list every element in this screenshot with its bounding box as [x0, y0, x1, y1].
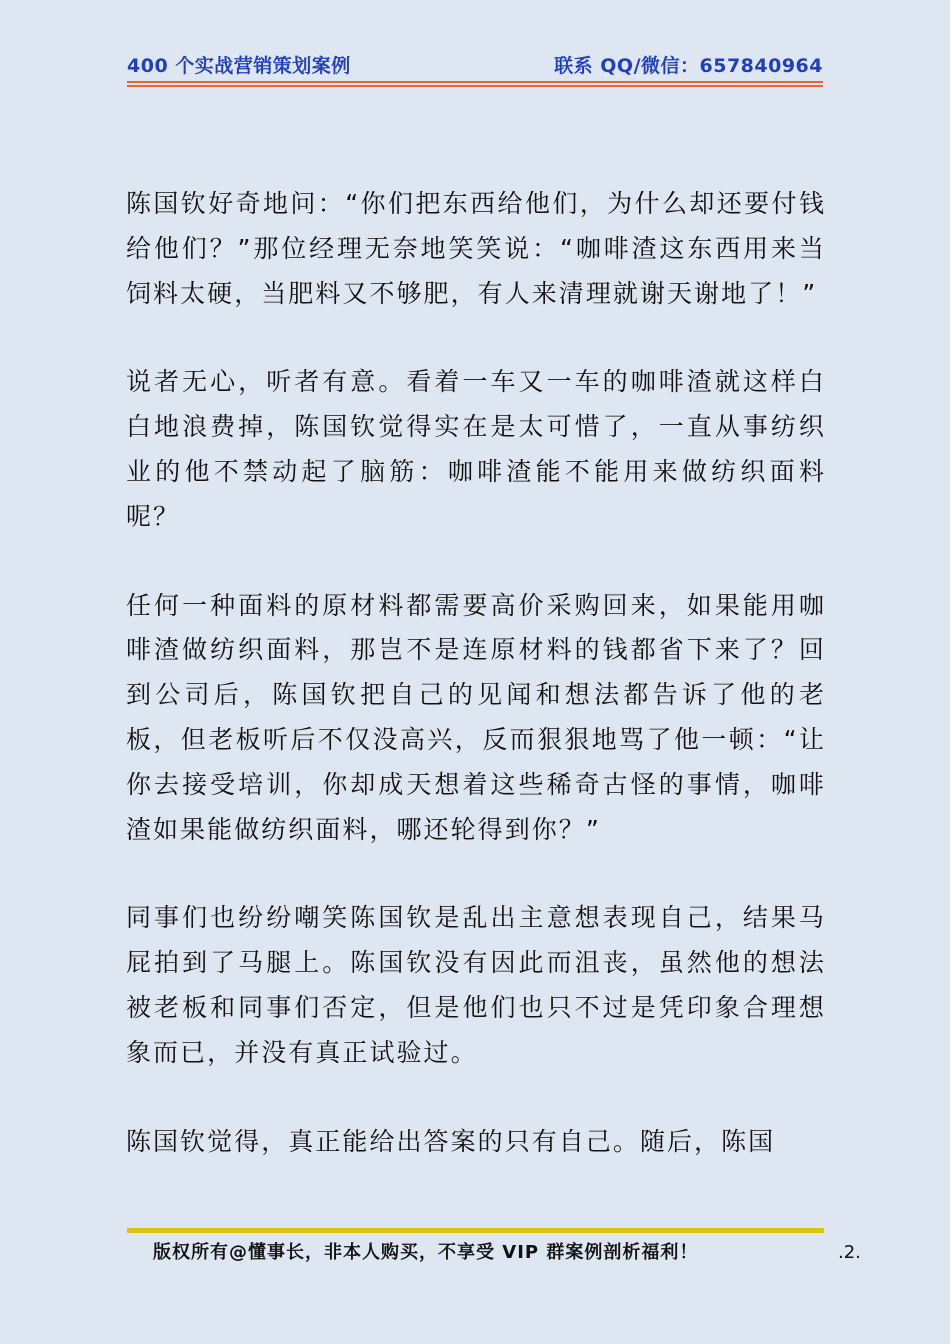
header-divider-top: [127, 81, 823, 83]
header-contact: 联系 QQ/微信：657840964: [554, 55, 823, 77]
page-number: .2.: [838, 1242, 861, 1263]
header-divider-bottom: [127, 85, 823, 87]
paragraph-2: 说者无心，听者有意。看着一车又一车的咖啡渣就这样白白地浪费掉，陈国钦觉得实在是太可惜了，一直从事纺织业的他不禁动起了脑筋：咖啡渣能不能用来做纺织面料呢？: [126, 367, 826, 531]
paragraph-4: 同事们也纷纷嘲笑陈国钦是乱出主意想表现自己，结果马屁拍到了马腿上。陈国钦没有因此而沮丧，虽然他的想法被老板和同事们否定，但是他们也只不过是凭印象合理想象而已，并没有真正试验过。: [126, 903, 826, 1067]
paragraph-5: 陈国钦觉得，真正能给出答案的只有自己。随后，陈国: [126, 1126, 776, 1156]
footer-divider: [127, 1228, 824, 1233]
header-title: 400 个实战营销策划案例: [127, 55, 351, 77]
footer-copyright: 版权所有@懂事长，非本人购买，不享受 VIP 群案例剖析福利！: [153, 1242, 699, 1263]
article-body: [126, 182, 826, 1164]
paragraph-3: 任何一种面料的原材料都需要高价采购回来，如果能用咖啡渣做纺织面料，那岂不是连原材料的钱都省下来了？回到公司后，陈国钦把自己的见闻和想法都告诉了他的老板，但老板听后不仅没高兴，反而狠狠地骂了他一顿：“让你去接受培训，你却成天想着这些稀奇古怪的事情，咖啡渣如果能做纺织面料，哪还轮得到你？”: [126, 590, 826, 844]
paragraph-1: 陈国钦好奇地问：“你们把东西给他们，为什么却还要付钱给他们？”那位经理无奈地笑笑说：“咖啡渣这东西用来当饲料太硬，当肥料又不够肥，有人来清理就谢天谢地了！”: [126, 189, 826, 308]
page-header: [127, 54, 823, 78]
